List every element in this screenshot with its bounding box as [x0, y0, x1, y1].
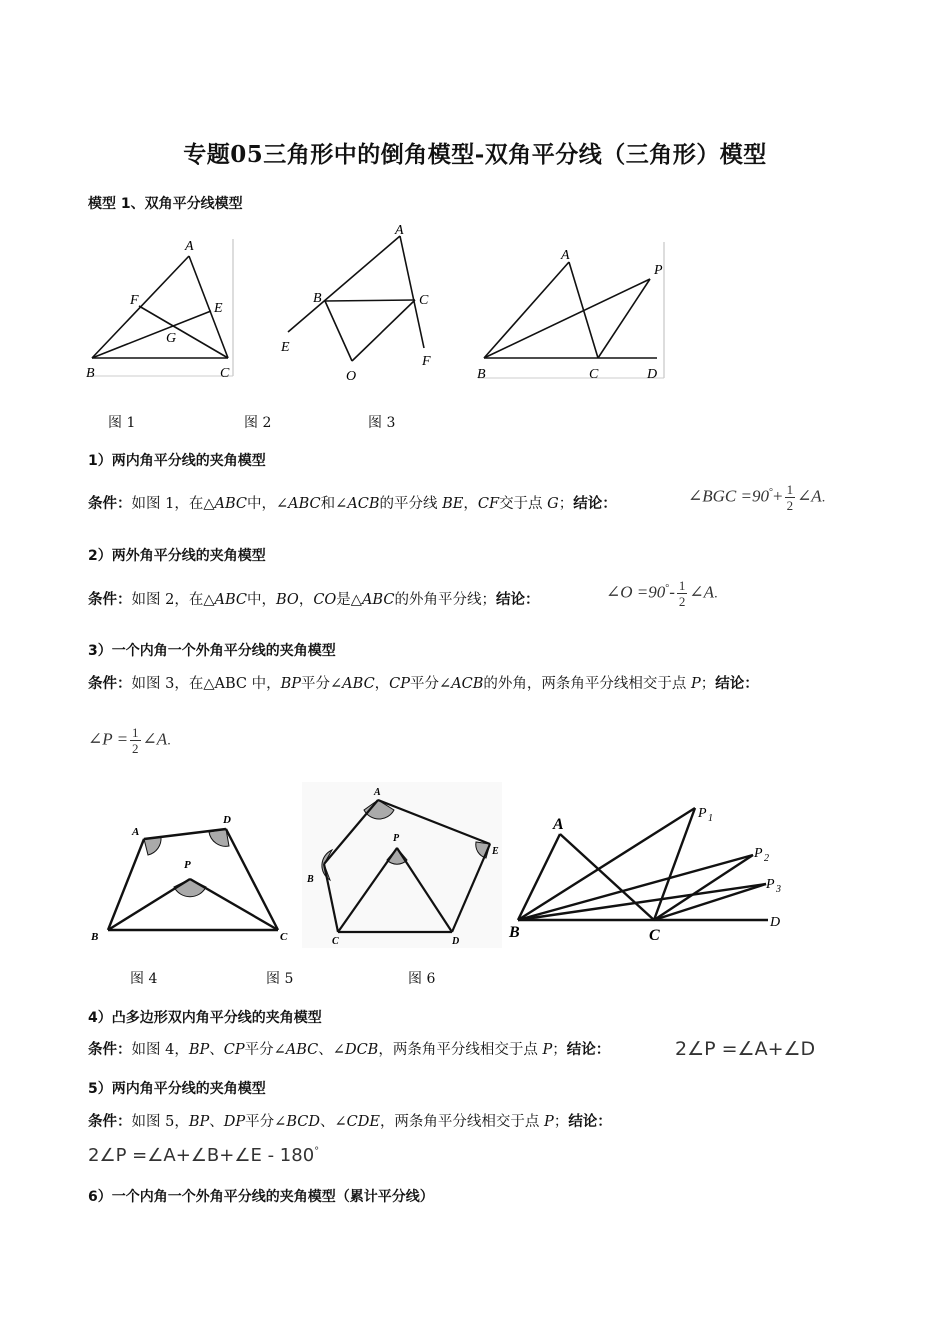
fig6-label-b: B	[509, 924, 520, 941]
fig2-label-b: B	[313, 291, 322, 306]
fig2-label-o: O	[346, 369, 357, 384]
model-heading: 模型 1、双角平分线模型	[88, 196, 243, 212]
fig6-label-p1: P	[698, 806, 707, 821]
section5-formula: 2∠P =∠A+∠B+∠E - 180°	[88, 1145, 320, 1166]
fig3-label-d: D	[647, 367, 658, 382]
fig6-label-d: D	[770, 915, 781, 930]
caption-fig3: 图 3	[368, 415, 396, 431]
fig6-label-p2-sub: 2	[764, 853, 769, 864]
fig6-label-p3: P	[766, 877, 775, 892]
fig1-label-e: E	[214, 301, 223, 316]
fig4-label-b: B	[91, 931, 99, 943]
section1-formula: ∠BGC =90°+ $\frac{1}{2}$ ∠A.	[688, 482, 826, 513]
fig4-label-a: A	[132, 826, 140, 838]
fig3-label-c: C	[589, 367, 599, 382]
fig5-label-e: E	[492, 846, 499, 857]
fig2-label-c: C	[419, 293, 429, 308]
fig1-label-f: F	[130, 293, 139, 308]
figure-5	[302, 782, 502, 948]
section4-heading: 4）凸多边形双内角平分线的夹角模型	[88, 1010, 322, 1026]
section3-heading: 3）一个内角一个外角平分线的夹角模型	[88, 643, 336, 659]
fig1-label-g: G	[166, 331, 177, 346]
fig2-label-f: F	[422, 354, 431, 369]
fig4-label-c: C	[280, 931, 288, 943]
figure-6	[506, 800, 796, 946]
page-title: 专题05三角形中的倒角模型-双角平分线（三角形）模型	[183, 141, 767, 168]
fig4-label-d: D	[223, 814, 231, 826]
fig6-label-a: A	[553, 816, 564, 833]
fig5-label-c: C	[332, 936, 339, 947]
fig5-label-b: B	[307, 874, 314, 885]
figure-3	[472, 240, 668, 382]
fig5-label-a: A	[374, 787, 381, 798]
caption-fig5: 图 5	[266, 971, 294, 987]
fig3-label-p: P	[654, 263, 663, 278]
caption-fig4: 图 4	[130, 971, 158, 987]
section5-condition: 条件：如图 5，BP、DP平分∠BCD、∠CDE，两条角平分线相交于点 P；结论：	[88, 1114, 612, 1130]
fig3-label-b: B	[477, 367, 486, 382]
section3-formula: ∠P = $\frac{1}{2}$ ∠A.	[88, 725, 171, 756]
caption-fig6: 图 6	[408, 971, 436, 987]
section6-heading: 6）一个内角一个外角平分线的夹角模型（累计平分线）	[88, 1189, 434, 1205]
figure-4	[86, 806, 296, 946]
section3-condition: 条件：如图 3，在△ABC 中，BP平分∠ABC，CP平分∠ACB的外角，两条角平分线相交于点 P；结论：	[88, 676, 759, 692]
figure-2	[276, 218, 442, 384]
fig2-label-a: A	[395, 223, 404, 238]
caption-fig2: 图 2	[244, 415, 272, 431]
section2-formula: ∠O =90°- $\frac{1}{2}$ ∠A.	[606, 578, 718, 609]
fig1-label-c: C	[220, 366, 230, 381]
caption-fig1: 图 1	[108, 415, 136, 431]
fig5-label-p: P	[393, 833, 400, 844]
section4-condition: 条件：如图 4，BP、CP平分∠ABC、∠DCB，两条角平分线相交于点 P；结论：	[88, 1042, 611, 1058]
fig2-label-e: E	[281, 340, 290, 355]
fig3-label-a: A	[561, 248, 570, 263]
fig6-label-p3-sub: 3	[776, 884, 781, 895]
fig4-label-p: P	[184, 859, 191, 871]
section4-formula: 2∠P =∠A+∠D	[675, 1038, 816, 1060]
fig6-label-p1-sub: 1	[708, 813, 713, 824]
section1-condition: 条件：如图 1，在△ABC中，∠ABC和∠ACB的平分线 BE，CF交于点 G；结论：	[88, 496, 617, 512]
fig1-label-a: A	[185, 239, 194, 254]
fig6-label-p2: P	[754, 846, 763, 861]
section1-heading: 1）两内角平分线的夹角模型	[88, 453, 266, 469]
fig1-label-b: B	[86, 366, 95, 381]
fig5-label-d: D	[452, 936, 460, 947]
fig6-label-c: C	[649, 927, 660, 944]
section2-heading: 2）两外角平分线的夹角模型	[88, 548, 266, 564]
section5-heading: 5）两内角平分线的夹角模型	[88, 1081, 266, 1097]
figure-1	[84, 234, 240, 384]
section2-condition: 条件：如图 2，在△ABC中，BO，CO是△ABC的外角平分线；结论：	[88, 592, 540, 608]
